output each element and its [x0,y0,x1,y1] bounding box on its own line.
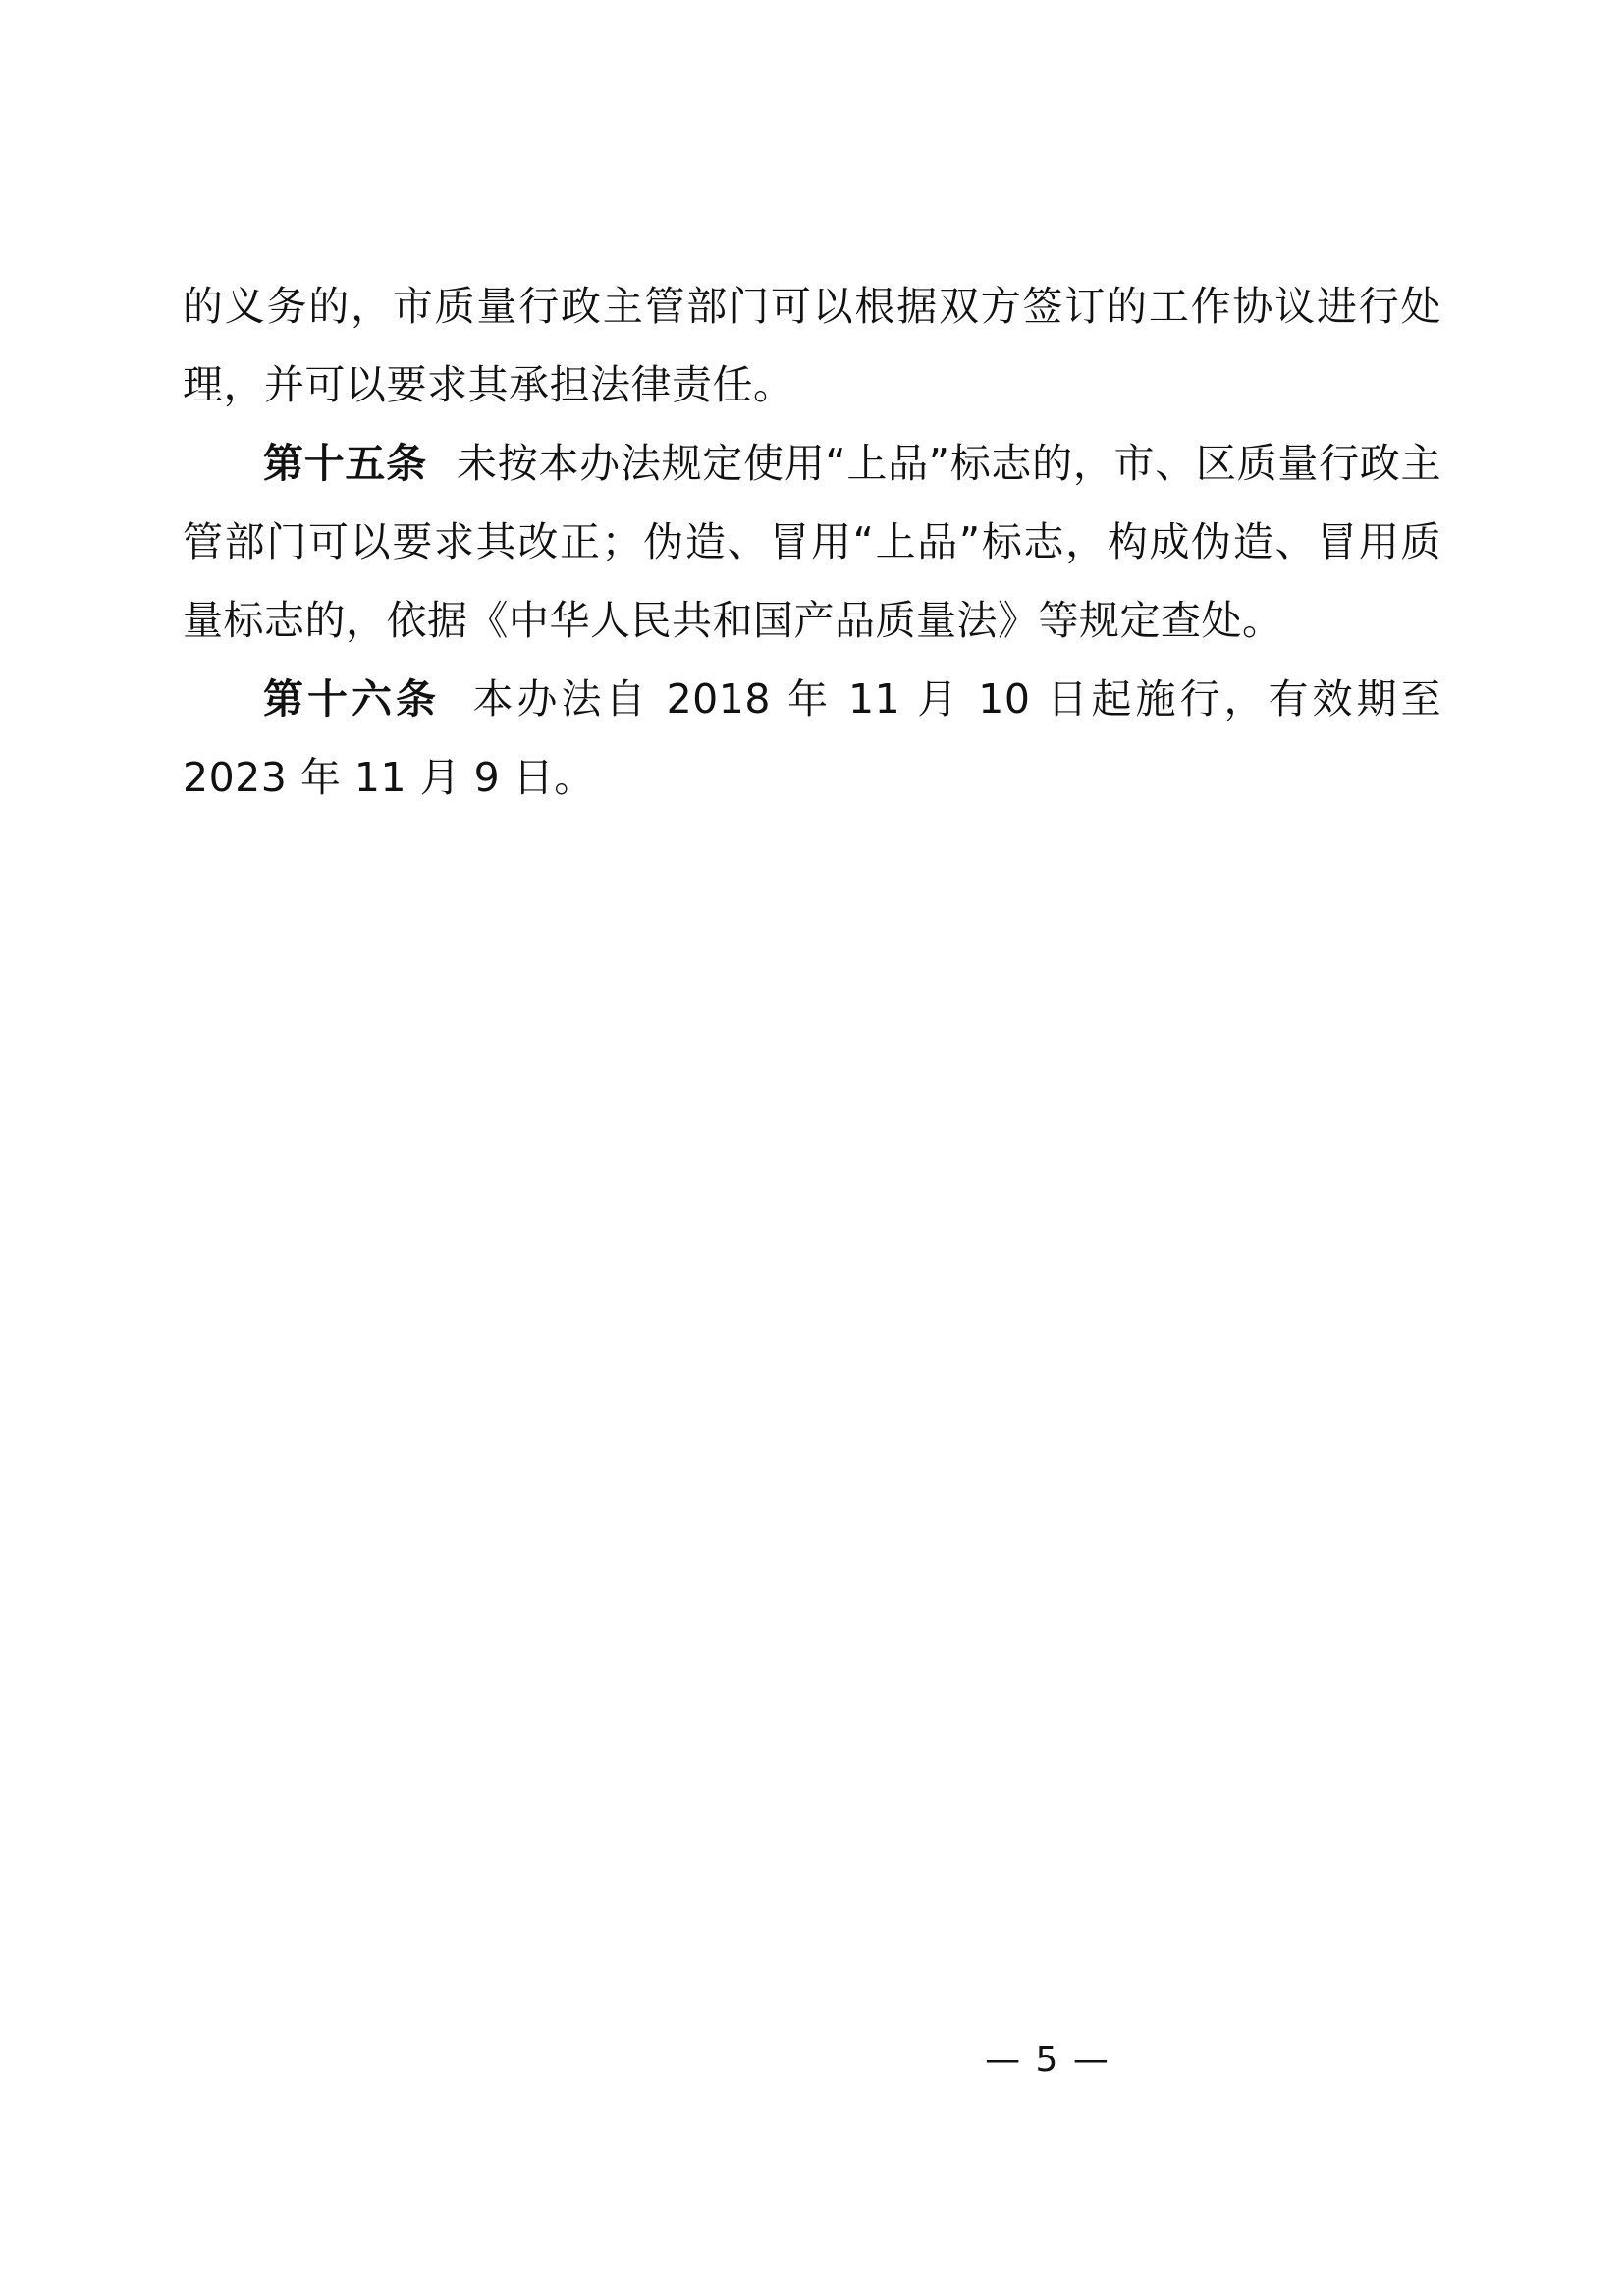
article-label: 第十五条 [263,440,427,487]
article-label: 第十六条 [263,675,441,722]
paragraph-text: 本办法自 2018 年 11 月 10 日起施行，有效期至 2023 年 11 月 9 日。 [183,675,1442,801]
paragraph-article-16 [183,660,1441,817]
paragraph-continuation [183,267,1441,424]
page-footer [0,2040,1624,2080]
document-body [183,267,1441,817]
page-number: — 5 — [985,2040,1110,2080]
paragraph-text: 的义务的，市质量行政主管部门可以根据双方签订的工作协议进行处理，并可以要求其承担法律责任。 [183,283,1441,408]
paragraph-text: 未按本办法规定使用“上品”标志的，市、区质量行政主管部门可以要求其改正；伪造、冒用“上品”标志，构成伪造、冒用质量标志的，依据《中华人民共和国产品质量法》等规定查处。 [183,440,1442,644]
paragraph-article-15 [183,424,1441,660]
